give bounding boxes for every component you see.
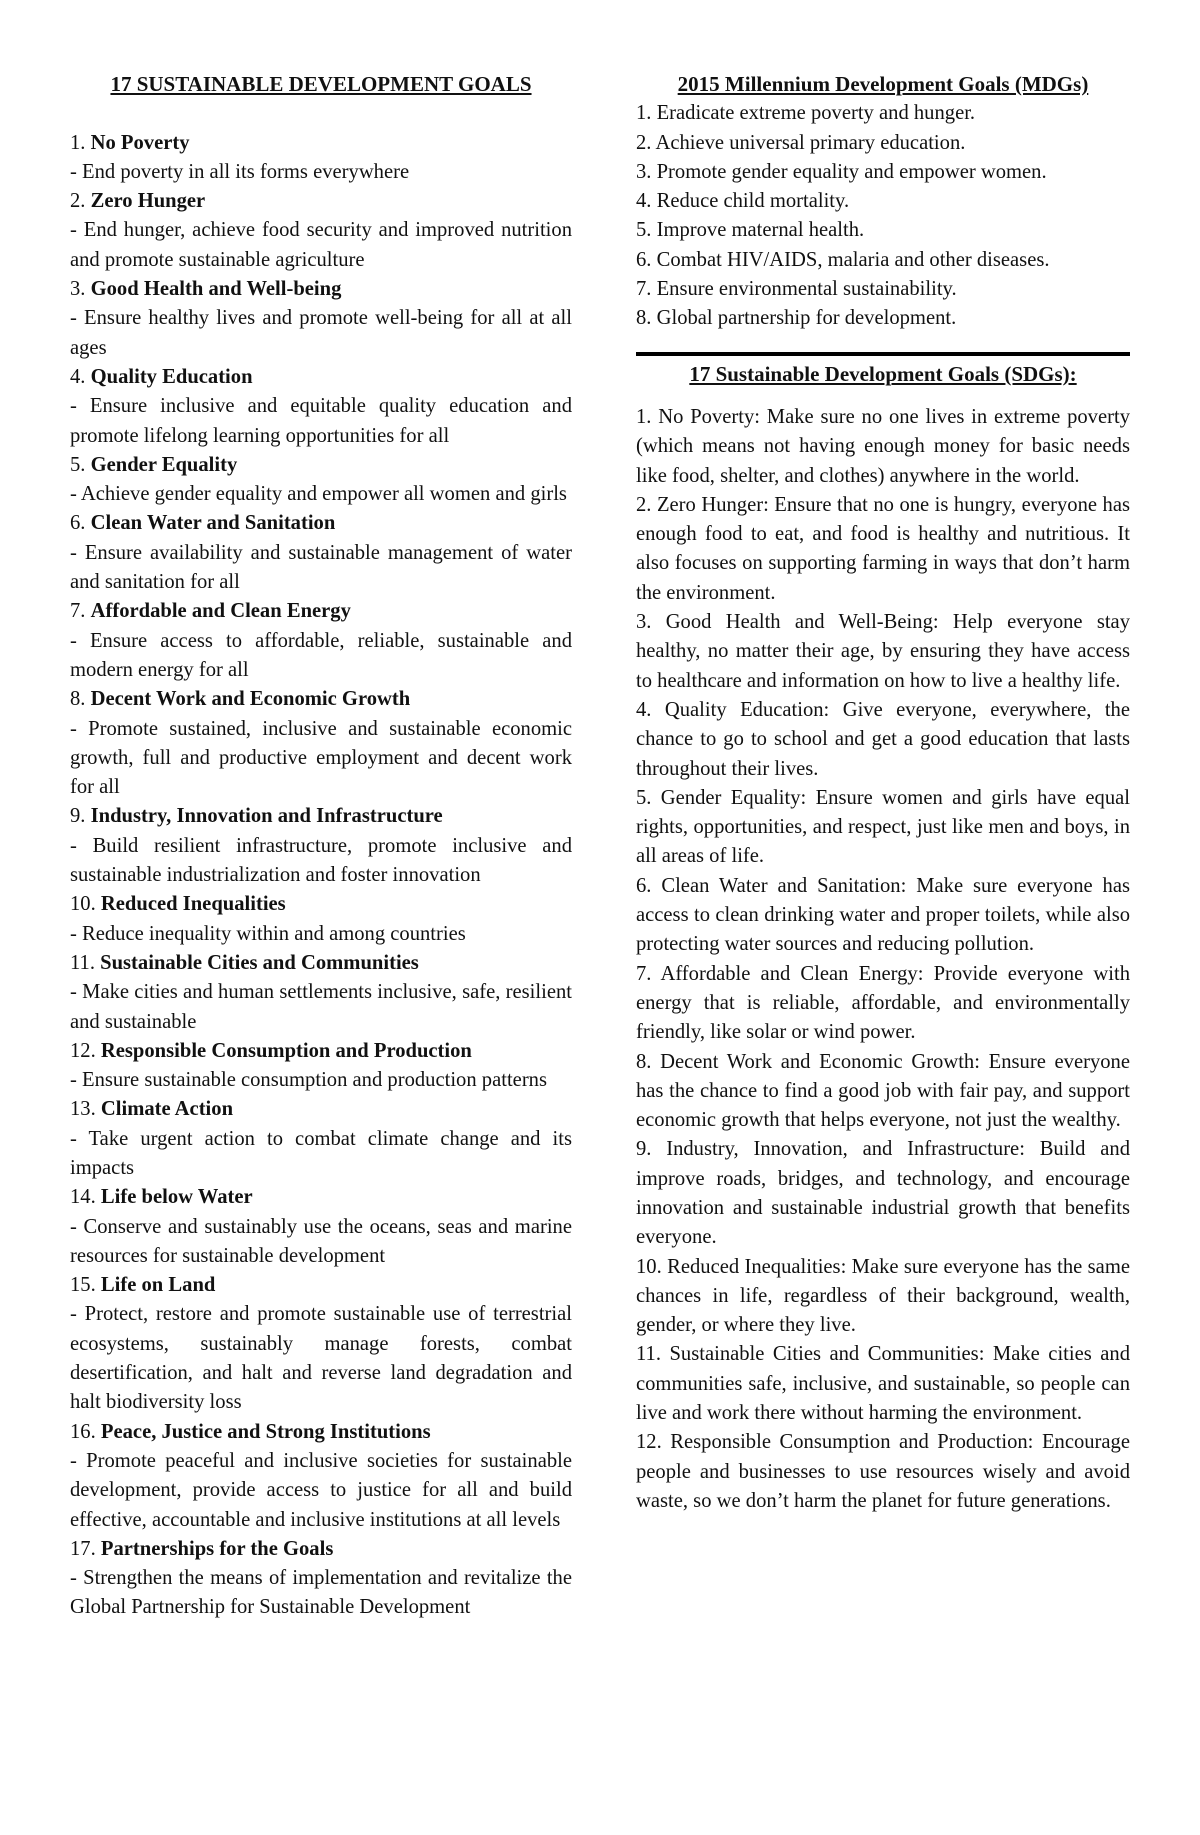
goal-name: Responsible Consumption and Production (100, 1039, 472, 1062)
goal-heading (70, 1535, 572, 1564)
goal-name: No Poverty (90, 131, 190, 154)
goal-description: - Promote peaceful and inclusive societies for sustainable development, provide access to justice for all and build effective, accountable and inclusive institutions at all levels (70, 1449, 572, 1531)
mdg-item: 6. Combat HIV/AIDS, malaria and other diseases. (636, 248, 1050, 271)
goal-name: Affordable and Clean Energy (90, 600, 351, 623)
goal-heading (70, 275, 572, 304)
sdg-simple-item: 8. Decent Work and Economic Growth: Ensure everyone has the chance to find a good job with fair pay, and support economic growth that helps everyone, not just the wealthy. (636, 1050, 1130, 1132)
goal-heading (70, 949, 572, 978)
sdg-main-title: 17 SUSTAINABLE DEVELOPMENT GOALS (110, 72, 532, 96)
goal-heading (70, 1418, 572, 1447)
goal-description: - Ensure inclusive and equitable quality education and promote lifelong learning opportunities for all (70, 395, 572, 447)
goal-description: - Ensure sustainable consumption and production patterns (70, 1069, 547, 1092)
sdg-simple-item: 12. Responsible Consumption and Production: Encourage people and businesses to use resources wisely and avoid waste, so we don’t harm the planet for future generations. (636, 1431, 1130, 1512)
goal-name: Zero Hunger (90, 190, 206, 213)
goal-description: - Protect, restore and promote sustainable use of terrestrial ecosystems, sustainably manage forests, combat desertification, and halt and reverse land degradation and halt biodiversity loss (70, 1303, 572, 1414)
sdg-simple-item: 10. Reduced Inequalities: Make sure everyone has the same chances in life, regardless of their background, wealth, gender, or where they live. (636, 1255, 1130, 1337)
goal-heading (70, 1271, 572, 1300)
goal-name: Reduced Inequalities (100, 893, 286, 916)
goal-name: Sustainable Cities and Communities (100, 951, 419, 974)
goal-name: Climate Action (100, 1098, 234, 1121)
goal-number: 15. (70, 1274, 96, 1297)
goal-name: Life on Land (100, 1274, 216, 1297)
goal-heading (70, 1037, 572, 1066)
sdg-simple-item: 1. No Poverty: Make sure no one lives in extreme poverty (which means not having enough money for basic needs like food, shelter, and clothes) anywhere in the world. (636, 405, 1130, 487)
goal-name: Partnerships for the Goals (100, 1537, 334, 1560)
sdg-goal-list (70, 129, 572, 1623)
right-column (636, 70, 1130, 1516)
mdg-item: 2. Achieve universal primary education. (636, 131, 966, 154)
sdg-simple-item: 4. Quality Education: Give everyone, everywhere, the chance to go to school and get a good education that lasts throughout their lives. (636, 698, 1130, 780)
sdg-simple-item: 7. Affordable and Clean Energy: Provide everyone with energy that is reliable, affordable, and environmentally friendly, like solar or wind power. (636, 962, 1130, 1044)
mdg-title: 2015 Millennium Development Goals (MDGs) (677, 72, 1089, 96)
sdg-simple-item: 9. Industry, Innovation, and Infrastructure: Build and improve roads, bridges, and technology, and encourage innovation and sustainable industrial growth that benefits everyone. (636, 1138, 1130, 1249)
goal-number: 13. (70, 1098, 96, 1121)
goal-heading (70, 802, 572, 831)
goal-description: - Build resilient infrastructure, promote inclusive and sustainable industrialization and foster innovation (70, 834, 572, 887)
goal-description: - Take urgent action to combat climate change and its impacts (70, 1127, 572, 1179)
goal-name: Quality Education (90, 365, 253, 388)
goal-description: - Achieve gender equality and empower all women and girls (70, 483, 567, 506)
goal-heading (70, 451, 572, 480)
goal-description: - Ensure healthy lives and promote well-being for all at all ages (70, 307, 572, 359)
goal-number: 11. (70, 951, 95, 974)
goal-heading (70, 187, 572, 216)
goal-name: Peace, Justice and Strong Institutions (100, 1420, 431, 1443)
goal-number: 9. (70, 805, 86, 828)
section-divider (636, 352, 1130, 356)
goal-name: Gender Equality (90, 453, 238, 476)
goal-number: 12. (70, 1039, 96, 1062)
goal-number: 3. (70, 278, 86, 301)
goal-number: 16. (70, 1420, 96, 1443)
mdg-item: 7. Ensure environmental sustainability. (636, 278, 957, 301)
sdg-simple-list (636, 403, 1130, 1516)
goal-description: - Ensure availability and sustainable management of water and sanitation for all (70, 541, 572, 594)
goal-heading (70, 597, 572, 626)
goal-number: 6. (70, 512, 86, 535)
mdg-item: 1. Eradicate extreme poverty and hunger. (636, 102, 976, 125)
goal-number: 5. (70, 453, 86, 476)
goal-description: - Ensure access to affordable, reliable, sustainable and modern energy for all (70, 629, 572, 681)
goal-number: 2. (70, 190, 86, 213)
goal-name: Good Health and Well-being (90, 278, 342, 301)
goal-heading (70, 1183, 572, 1212)
goal-description: - End poverty in all its forms everywhere (70, 160, 410, 183)
left-column (70, 70, 572, 1623)
sdg-simple-item: 6. Clean Water and Sanitation: Make sure everyone has access to clean drinking water and proper toilets, while also protecting water sources and reducing pollution. (636, 874, 1130, 956)
goal-number: 10. (70, 893, 96, 916)
sdg-simple-item: 3. Good Health and Well-Being: Help everyone stay healthy, no matter their age, by ensuring they have access to healthcare and information on how to live a healthy life. (636, 611, 1130, 692)
goal-description: - Strengthen the means of implementation and revitalize the Global Partnership for Sustainable Development (70, 1567, 572, 1619)
goal-name: Decent Work and Economic Growth (90, 688, 411, 711)
mdg-item: 8. Global partnership for development. (636, 307, 957, 330)
goal-description: - Promote sustained, inclusive and sustainable economic growth, full and productive employment and decent work for all (70, 717, 572, 799)
goal-description: - End hunger, achieve food security and improved nutrition and promote sustainable agriculture (70, 219, 572, 271)
goal-number: 14. (70, 1186, 96, 1209)
goal-heading (70, 363, 572, 392)
goal-name: Industry, Innovation and Infrastructure (90, 805, 443, 828)
goal-heading (70, 1095, 572, 1124)
sdg-simple-item: 11. Sustainable Cities and Communities: Make cities and communities safe, inclusive, and sustainable, so people can live and work there without harming the environment. (636, 1343, 1130, 1425)
sdg-simple-item: 5. Gender Equality: Ensure women and girls have equal rights, opportunities, and respect, just like men and boys, in all areas of life. (636, 786, 1130, 868)
goal-number: 8. (70, 688, 86, 711)
goal-name: Clean Water and Sanitation (90, 512, 336, 535)
mdg-item: 5. Improve maternal health. (636, 219, 865, 242)
goal-number: 17. (70, 1537, 96, 1560)
goal-heading (70, 509, 572, 538)
goal-number: 1. (70, 131, 86, 154)
mdg-list (636, 99, 1130, 333)
mdg-item: 4. Reduce child mortality. (636, 190, 850, 213)
goal-heading (70, 685, 572, 714)
goal-description: - Make cities and human settlements inclusive, safe, resilient and sustainable (70, 981, 572, 1033)
goal-number: 4. (70, 365, 86, 388)
goal-heading (70, 129, 572, 158)
goal-number: 7. (70, 600, 86, 623)
goal-name: Life below Water (100, 1186, 253, 1209)
goal-description: - Reduce inequality within and among countries (70, 922, 466, 945)
mdg-item: 3. Promote gender equality and empower women. (636, 160, 1047, 183)
sdg-simple-item: 2. Zero Hunger: Ensure that no one is hungry, everyone has enough food to eat, and food is healthy and nutritious. It also focuses on supporting farming in ways that don’t harm the environment. (636, 493, 1130, 604)
goal-description: - Conserve and sustainably use the oceans, seas and marine resources for sustainable development (70, 1215, 572, 1267)
sdg-simple-title: 17 Sustainable Development Goals (SDGs): (689, 361, 1077, 386)
goal-heading (70, 890, 572, 919)
